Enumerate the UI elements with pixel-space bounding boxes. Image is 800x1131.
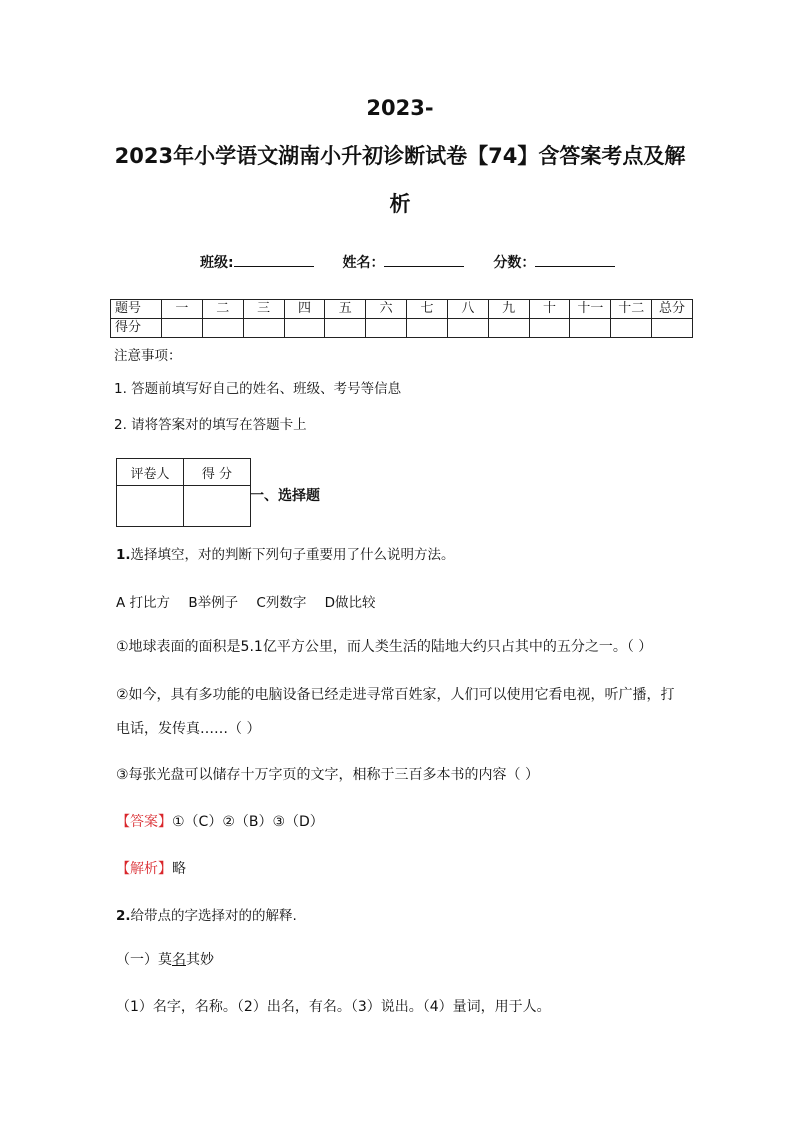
score-cell[interactable] [407,319,448,338]
score-cell[interactable] [284,319,325,338]
score-cell[interactable] [447,319,488,338]
score-header-cell: 五 [325,300,366,319]
option-a: A 打比方 [116,595,171,611]
name-label: 姓名： [342,255,385,271]
score-label: 分数： [493,255,536,271]
score-table [110,299,693,338]
sentence-3: ③每张光盘可以储存十万字页的文字，相称于三百多本书的内容（ ） [116,767,539,783]
dotted-character: 名 [172,952,186,968]
class-field[interactable] [200,255,314,271]
score-cell[interactable] [325,319,366,338]
notice-heading: 注意事项： [114,348,182,364]
score-cell[interactable] [488,319,529,338]
score-header-cell: 总分 [652,300,693,319]
notice-item-1: 1. 答题前填写好自己的姓名、班级、考号等信息 [114,381,402,397]
analysis-tag: 【解析】 [116,861,172,877]
score-cell[interactable] [570,319,611,338]
score-header-cell: 十一 [570,300,611,319]
score-cell[interactable] [243,319,284,338]
answer-tag: 【答案】 [116,814,172,830]
score-row-label: 得分 [111,319,162,338]
student-info-line [200,252,639,272]
title-line-1: 2023- [366,96,434,120]
score-cell[interactable] [162,319,203,338]
score-table-score-row [111,319,693,338]
notice-item-2: 2. 请将答案对的填写在答题卡上 [114,417,307,433]
score-cell[interactable] [529,319,570,338]
score-field[interactable] [493,255,615,271]
score-header-cell: 三 [243,300,284,319]
analysis-text: 略 [172,861,186,877]
sub-question-prefix: （一）莫 [116,952,172,968]
score-cell[interactable] [611,319,652,338]
score-cell[interactable] [652,319,693,338]
score-header-cell: 十二 [611,300,652,319]
option-d: D做比较 [324,595,376,611]
sub-question-suffix: 其妙 [186,952,214,968]
score-header-cell: 十 [529,300,570,319]
answer-text: ①（C）②（B）③（D） [172,814,324,830]
name-field[interactable] [342,255,464,271]
title-line-3: 析 [389,192,411,216]
definitions-line: （1）名字，名称。（2）出名，有名。（3）说出。（4）量词，用于人。 [116,999,551,1015]
analysis-line [116,858,186,878]
sentence-2-line-1: ②如今，具有多功能的电脑设备已经走进寻常百姓家，人们可以使用它看电视，听广播，打 [116,687,675,703]
score-header-cell: 四 [284,300,325,319]
grader-header: 评卷人 [117,459,184,486]
class-label: 班级: [200,255,234,271]
score-header-cell: 九 [488,300,529,319]
section-title: 一、选择题 [250,488,320,504]
score-header-cell: 二 [202,300,243,319]
title-line-2: 2023年小学语文湖南小升初诊断试卷【74】含答案考点及解 [114,144,686,168]
score-header-cell: 题号 [111,300,162,319]
answer-line [116,811,324,831]
question-1-number: 1. [116,547,131,563]
grader-cell[interactable] [117,486,184,527]
option-b: B举例子 [188,595,239,611]
sentence-1: ①地球表面的面积是5.1亿平方公里，而人类生活的陆地大约只占其中的五分之一。（ ） [116,639,653,655]
score-header-cell: 八 [447,300,488,319]
option-c: C列数字 [256,595,307,611]
score-table-header-row [111,300,693,319]
sentence-2-line-2: 电话，发传真……（ ） [116,721,261,737]
question-2 [116,904,297,924]
grader-score-header: 得 分 [184,459,251,486]
score-cell[interactable] [202,319,243,338]
name-blank[interactable] [384,252,464,267]
grader-table [116,458,251,527]
score-cell[interactable] [366,319,407,338]
score-header-cell: 一 [162,300,203,319]
score-header-cell: 七 [407,300,448,319]
question-2-number: 2. [116,908,131,924]
sub-question-1 [116,949,214,969]
question-1 [116,543,455,563]
grader-score-cell[interactable] [184,486,251,527]
score-blank[interactable] [535,252,615,267]
question-1-text: 选择填空，对的判断下列句子重要用了什么说明方法。 [130,547,455,563]
question-1-options [116,591,390,611]
score-header-cell: 六 [366,300,407,319]
question-2-text: 给带点的字选择对的的解释. [130,908,297,924]
class-blank[interactable] [234,252,314,267]
